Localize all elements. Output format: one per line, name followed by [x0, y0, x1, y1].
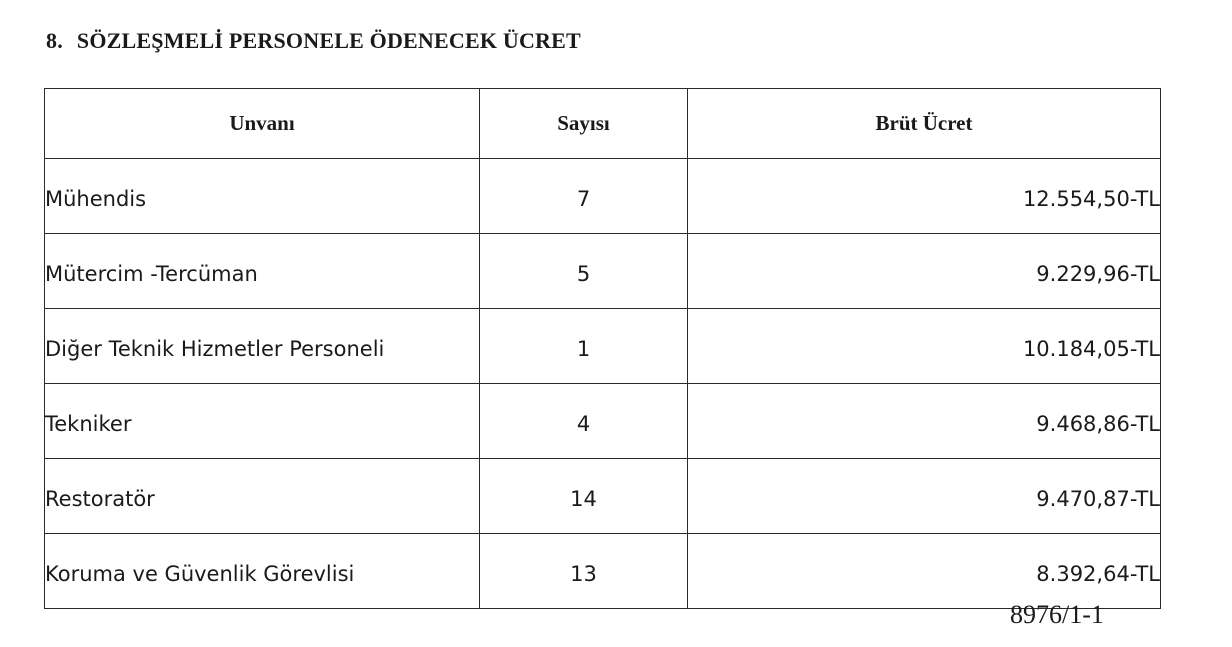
cell-wage: 9.470,87-TL: [688, 459, 1161, 534]
cell-wage: 8.392,64-TL: [688, 534, 1161, 609]
table-row: [45, 234, 1161, 309]
table-row: [45, 159, 1161, 234]
cell-title: Tekniker: [45, 384, 480, 459]
cell-title: Koruma ve Güvenlik Görevlisi: [45, 534, 480, 609]
header-count: Sayısı: [480, 89, 688, 159]
header-wage: Brüt Ücret: [688, 89, 1161, 159]
cell-title: Mühendis: [45, 159, 480, 234]
table-row: [45, 534, 1161, 609]
table-row: [45, 459, 1161, 534]
section-title: SÖZLEŞMELİ PERSONELE ÖDENECEK ÜCRET: [76, 28, 581, 53]
cell-count: 13: [480, 534, 688, 609]
cell-count: 4: [480, 384, 688, 459]
cell-count: 1: [480, 309, 688, 384]
cell-wage: 12.554,50-TL: [688, 159, 1161, 234]
table-row: [45, 384, 1161, 459]
cell-wage: 9.229,96-TL: [688, 234, 1161, 309]
document-code: 8976/1-1: [1010, 600, 1104, 629]
cell-title: Mütercim -Tercüman: [45, 234, 480, 309]
section-number: 8.: [46, 28, 63, 53]
section-heading: [46, 28, 581, 54]
cell-count: 7: [480, 159, 688, 234]
table-header-row: [45, 89, 1161, 159]
cell-wage: 9.468,86-TL: [688, 384, 1161, 459]
cell-count: 14: [480, 459, 688, 534]
wage-table: [44, 88, 1161, 609]
cell-count: 5: [480, 234, 688, 309]
cell-wage: 10.184,05-TL: [688, 309, 1161, 384]
cell-title: Diğer Teknik Hizmetler Personeli: [45, 309, 480, 384]
header-title: Unvanı: [45, 89, 480, 159]
cell-title: Restoratör: [45, 459, 480, 534]
table-row: [45, 309, 1161, 384]
